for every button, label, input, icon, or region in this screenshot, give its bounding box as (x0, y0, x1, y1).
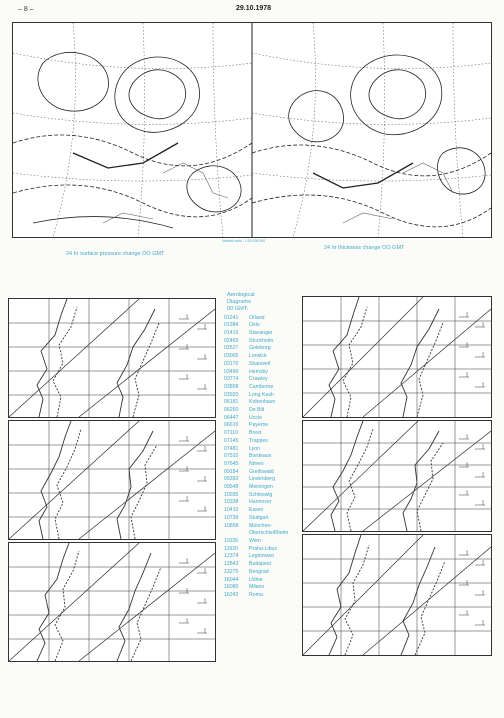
station-row (224, 561, 304, 569)
station-code: 06181 (224, 399, 239, 406)
station-code: 07110 (224, 430, 239, 437)
station-list-title (227, 292, 304, 314)
station-code: 01241 (224, 314, 239, 321)
station-row (224, 577, 304, 585)
station-code: 11035 (224, 538, 239, 544)
station-row (224, 569, 304, 577)
station-code: 10868 (224, 522, 239, 529)
station-code: 09393 (224, 476, 239, 483)
aerological-diagram-plot (303, 297, 491, 417)
weather-maps-figure (13, 23, 491, 237)
station-code: 16242 (224, 591, 239, 598)
station-list-title-line: Aerological (227, 292, 255, 298)
station-name: Kobenhavn (249, 399, 276, 406)
station-name: Shanwell (249, 360, 271, 367)
station-code: 03920 (224, 391, 239, 398)
page-number: – 8 – (18, 6, 34, 13)
station-code: 03496 (224, 368, 239, 375)
station-code: 10035 (224, 491, 239, 498)
station-code: 03170 (224, 360, 239, 367)
station-code: 03005 (224, 353, 239, 360)
station-name: Lerwick (249, 353, 267, 360)
station-name: Udine (249, 576, 263, 583)
station-list (224, 292, 304, 600)
station-name: München- (249, 522, 273, 529)
station-code: 06447 (224, 414, 239, 421)
station-name-continuation: Oberschleißheim (249, 530, 289, 537)
station-row (224, 430, 304, 438)
station-code: 12843 (224, 561, 239, 568)
station-name: Brest (249, 430, 262, 437)
station-code: 13275 (224, 568, 239, 575)
station-name: Legionowo (249, 553, 275, 560)
station-name: Roma (249, 591, 263, 598)
aerological-diagram-plot (9, 421, 215, 539)
station-name: Trappes (249, 437, 268, 444)
station-name: Crawley (249, 376, 268, 383)
station-name: Wien (249, 538, 261, 544)
station-code: 09548 (224, 484, 239, 491)
station-row (224, 438, 304, 446)
station-row (224, 584, 304, 592)
station-name: Goteborg (249, 345, 271, 352)
station-row (224, 392, 304, 400)
station-row (224, 376, 304, 384)
station-row (224, 515, 304, 523)
station-code: 03808 (224, 383, 239, 390)
station-code: 07145 (224, 437, 239, 444)
station-row (224, 476, 304, 484)
station-name: Milano (249, 584, 265, 591)
aerological-diagram-plot (303, 421, 491, 531)
station-name: Meiningen (249, 484, 273, 491)
station-name: Hemsby (249, 368, 269, 375)
station-name: Stockholm (249, 337, 274, 344)
station-list-title-line: 00 GMT: (227, 306, 249, 313)
station-row (224, 499, 304, 507)
station-row (224, 361, 304, 369)
station-name: Long Kesh (249, 391, 274, 398)
aerological-diagram (302, 296, 492, 418)
station-row (224, 399, 304, 407)
station-row (224, 546, 304, 554)
aerological-diagram-plot (9, 543, 215, 661)
station-name: Essen (249, 507, 264, 514)
station-list-title-line: Diagrams (227, 299, 251, 306)
station-row (224, 369, 304, 377)
station-row (224, 538, 304, 546)
station-name: Stuttgart (249, 514, 269, 521)
station-code: 10338 (224, 499, 239, 506)
station-code: 11520 (224, 545, 239, 552)
station-name: Nimes (249, 460, 264, 467)
station-code: 10739 (224, 514, 239, 521)
station-row (224, 507, 304, 515)
station-code: 09184 (224, 468, 239, 475)
station-name: Bordeaux (249, 453, 272, 460)
station-row (224, 453, 304, 461)
station-code: 02527 (224, 345, 239, 352)
page-date: 29.10.1978 (236, 5, 272, 12)
station-code: 12374 (224, 553, 239, 560)
station-name: Stavanger (249, 330, 273, 337)
station-row (224, 592, 304, 600)
station-row (224, 461, 304, 469)
station-code: 02465 (224, 337, 239, 344)
station-code: 16044 (224, 576, 239, 583)
station-name: Beograd (249, 568, 269, 575)
station-code: 16080 (224, 584, 239, 591)
station-code: 06610 (224, 422, 239, 429)
station-name: De Bilt (249, 407, 265, 414)
station-name: Payerne (249, 422, 269, 429)
station-row (224, 407, 304, 415)
station-row (224, 345, 304, 353)
station-name: Lyon (249, 445, 261, 452)
station-row (224, 330, 304, 338)
station-row (224, 422, 304, 430)
station-code: 07510 (224, 453, 239, 460)
station-name: Uccle (249, 414, 262, 421)
station-row (224, 322, 304, 330)
station-rows (224, 315, 304, 600)
station-row (224, 353, 304, 361)
station-row (224, 415, 304, 423)
station-code: 01415 (224, 330, 239, 337)
weather-maps-panel (12, 22, 492, 238)
station-code: 10410 (224, 507, 239, 514)
station-name: Oslo (249, 322, 260, 329)
station-name: Orland (249, 314, 265, 321)
station-code: 01384 (224, 322, 239, 329)
map-scale-note: Vertical units : 1:30 000 000 (222, 239, 266, 243)
station-row (224, 338, 304, 346)
station-row (224, 523, 304, 531)
surface-pressure-caption: 24 hr surface pressure change OO GMT (66, 251, 165, 257)
aerological-diagram (8, 298, 216, 418)
station-row (224, 446, 304, 454)
aerological-diagram (302, 420, 492, 532)
station-name: Budapest (249, 561, 271, 568)
aerological-diagram (8, 420, 216, 540)
station-code: 07481 (224, 445, 239, 452)
station-name: Praha-Libus (249, 545, 277, 552)
station-code: 07645 (224, 460, 239, 467)
station-code: 06260 (224, 407, 239, 414)
station-name: Lindenberg (249, 476, 275, 483)
aerological-diagram-plot (303, 535, 491, 655)
station-row (224, 384, 304, 392)
station-row (224, 315, 304, 323)
station-name: Greifswald (249, 468, 274, 475)
aerological-diagram-plot (9, 299, 215, 417)
station-name: Camborne (249, 383, 274, 390)
station-row (224, 469, 304, 477)
station-name: Hannover (249, 499, 272, 506)
station-row (224, 484, 304, 492)
station-code: 03774 (224, 376, 239, 383)
aerological-diagram (302, 534, 492, 656)
aerological-diagram (8, 542, 216, 662)
station-row (224, 492, 304, 500)
thickness-caption: 24 hr thickness change OO GMT (324, 245, 405, 251)
station-row (224, 553, 304, 561)
station-name: Schleswig (249, 491, 273, 498)
